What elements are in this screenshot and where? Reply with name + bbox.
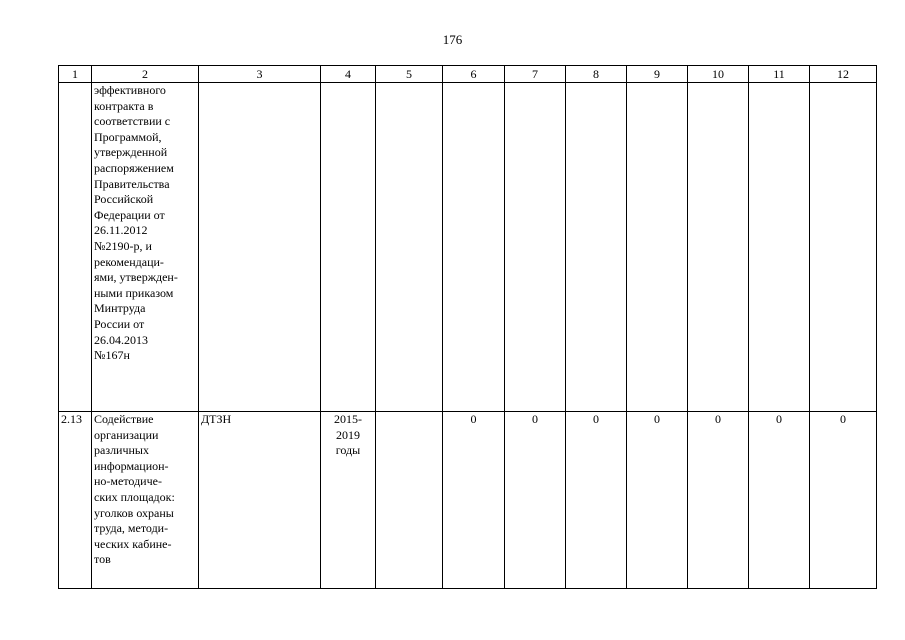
text-line: Российской <box>94 192 154 207</box>
program-table <box>58 65 877 589</box>
cell-col7 <box>505 83 566 412</box>
text-line: информацион- <box>94 458 169 473</box>
cell-period <box>321 412 376 589</box>
cell-col7: 0 <box>505 412 566 589</box>
column-header-12: 12 <box>810 66 877 83</box>
column-header-9: 9 <box>627 66 688 83</box>
cell-period <box>321 83 376 412</box>
cell-col5 <box>376 412 443 589</box>
column-header-6: 6 <box>443 66 505 83</box>
cell-col10 <box>688 83 749 412</box>
column-header-1: 1 <box>59 66 92 83</box>
cell-col8 <box>566 83 627 412</box>
column-header-5: 5 <box>376 66 443 83</box>
text-line: ческих кабине- <box>94 536 172 551</box>
cell-col9 <box>627 83 688 412</box>
cell-description <box>92 412 199 589</box>
column-header-3: 3 <box>199 66 321 83</box>
text-line: №167н <box>94 348 130 363</box>
text-line: различных <box>94 443 149 458</box>
text-line: России от <box>94 316 145 331</box>
text-line: Программой, <box>94 129 162 144</box>
text-line: Минтруда <box>94 301 146 316</box>
column-header-8: 8 <box>566 66 627 83</box>
text-line: утвержденной <box>94 145 168 160</box>
text-line: 26.04.2013 <box>94 332 148 347</box>
column-header-7: 7 <box>505 66 566 83</box>
cell-col8: 0 <box>566 412 627 589</box>
period-text <box>323 412 373 459</box>
column-header-2: 2 <box>92 66 199 83</box>
text-line: рекомендаци- <box>94 254 164 269</box>
text-line: 2019 <box>336 427 360 442</box>
cell-description <box>92 83 199 412</box>
cell-number: 2.13 <box>59 412 92 589</box>
cell-col12 <box>810 83 877 412</box>
cell-col5 <box>376 83 443 412</box>
text-line: но-методиче- <box>94 474 162 489</box>
text-line: Федерации от <box>94 207 165 222</box>
column-header-10: 10 <box>688 66 749 83</box>
description-text <box>94 83 196 364</box>
text-line: №2190-р, и <box>94 238 152 253</box>
text-line: Содействие <box>94 412 154 426</box>
cell-col9: 0 <box>627 412 688 589</box>
cell-col11 <box>749 83 810 412</box>
cell-col6 <box>443 83 505 412</box>
text-line: 2015- <box>334 412 362 426</box>
column-header-4: 4 <box>321 66 376 83</box>
text-line: организации <box>94 427 159 442</box>
cell-col6: 0 <box>443 412 505 589</box>
cell-col10: 0 <box>688 412 749 589</box>
table-row-2-13 <box>59 412 877 589</box>
text-line: годы <box>335 443 361 458</box>
text-line: 26.11.2012 <box>94 223 148 238</box>
text-line: ских площадок: <box>94 489 175 504</box>
column-header-11: 11 <box>749 66 810 83</box>
text-line: тов <box>94 552 111 567</box>
cell-number <box>59 83 92 412</box>
cell-col11: 0 <box>749 412 810 589</box>
text-line: эффективного <box>94 83 166 97</box>
text-line: Правительства <box>94 176 170 191</box>
text-line: ями, утвержден- <box>94 270 178 285</box>
header-row <box>59 66 877 83</box>
page-number: 176 <box>442 32 463 47</box>
text-line: труда, методи- <box>94 521 169 536</box>
text-line: распоряжением <box>94 160 174 175</box>
text-line: соответствии с <box>94 114 171 129</box>
cell-col12: 0 <box>810 412 877 589</box>
cell-executor: ДТЗН <box>199 412 321 589</box>
description-text <box>94 412 196 568</box>
text-line: уголков охраны <box>94 505 174 520</box>
cell-executor <box>199 83 321 412</box>
text-line: ными приказом <box>94 285 174 300</box>
text-line: контракта в <box>94 98 154 113</box>
table-row-continuation <box>59 83 877 412</box>
